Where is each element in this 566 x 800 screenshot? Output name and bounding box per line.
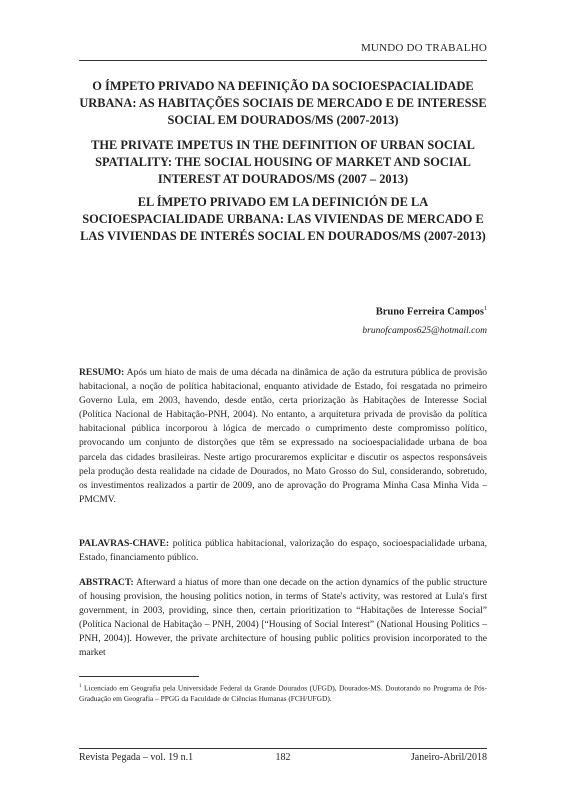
footer-divider	[79, 748, 487, 749]
footnote-divider	[79, 676, 199, 677]
author-block	[362, 306, 487, 336]
header-divider	[79, 60, 487, 61]
footnote-text: Licenciado em Geografia pela Universidade Federal da Grande Dourados (UFGD), Dourados-MS. Doutorando no Programa de Pós-Graduação em Geografia – PPGG da Faculdade de Ciências Humanas (FCH/UFGD).	[79, 683, 487, 703]
resumo-text: Após um hiato de mais de uma década na dinâmica de ação da estrutura pública de provisão habitacional, a noção de política habitacional, enquanto atividade de Estado, foi resgatada no primeiro Governo Lula, em 2003, havendo, desde então, certa priorização às Habitações de Interesse Social (Política Nacional de Habitação-PNH, 2004). No entanto, a arquitetura privada de provisão da política habitacional pública incorporou à lógica de mercado o cumprimento deste compromisso político, provocando um conjunto de distorções que têm se expressado na socioespacialidade urbana de boa parcela das cidades brasileiras. Neste artigo procuraremos explicitar e discutir os aspectos responsáveis pela produção desta realidade na cidade de Dourados, no Mato Grosso do Sul, considerando, sobretudo, os investimentos realizados a partir de 2009, ano de aprovação do Programa Minha Casa Minha Vida – PMCMV.	[79, 367, 487, 505]
abstract-label: ABSTRACT:	[79, 577, 134, 588]
resumo-label: RESUMO:	[79, 367, 125, 378]
footer-journal: Revista Pegada – vol. 19 n.1	[79, 752, 194, 763]
title-spanish: EL ÍMPETO PRIVADO EM LA DEFINICIÓN DE LA SOCIOESPACIALIDADE URBANA: LAS VIVIENDAS DE MERCADO E LAS VIVIENDAS DE INTERÉS SOCIAL EN DOURADOS/MS (2007-2013)	[80, 195, 486, 243]
author-email: brunofcampos625@hotmail.com	[362, 325, 487, 336]
abstract-text: Afterward a hiatus of more than one decade on the action dynamics of the public structure of housing provision, the housing politics notion, in terms of State's activity, was restored at Lula's first government, in 2003, providing, since then, certain prioritization to “Habitações de Interesse Social” (Política Nacional de Habitação – PNH, 2004) [“Housing of Social Interest” (National Housing Politics – PNH, 2004)]. However, the private architecture of housing public politics provision incorporated to the market	[79, 577, 487, 659]
keywords-text: política pública habitacional, valorização do espaço, socioespacialidade urbana, Estado, financiamento público.	[79, 538, 487, 564]
title-english: THE PRIVATE IMPETUS IN THE DEFINITION OF URBAN SOCIAL SPATIALITY: THE SOCIAL HOUSING OF MARKET AND SOCIAL INTEREST AT DOURADOS/MS (2007 – 2013)	[91, 138, 475, 186]
section-header: MUNDO DO TRABALHO	[360, 42, 487, 54]
resumo-paragraph	[79, 366, 487, 507]
footer-page-number: 182	[275, 752, 291, 763]
author-footnote-mark: 1	[484, 306, 487, 312]
title-portuguese: O ÍMPETO PRIVADO NA DEFINIÇÃO DA SOCIOESPACIALIDADE URBANA: AS HABITAÇÕES SOCIAIS DE MERCADO E DE INTERESSE SOCIAL EM DOURADOS/MS (2007-2013)	[79, 79, 487, 127]
footnote-mark: 1	[79, 684, 82, 689]
footnote	[79, 682, 487, 704]
footer-date: Janeiro-Abril/2018	[410, 752, 487, 763]
keywords-label: PALAVRAS-CHAVE:	[79, 538, 170, 549]
title-block	[79, 78, 487, 245]
keywords-paragraph	[79, 537, 487, 565]
abstract-paragraph	[79, 576, 487, 661]
author-name: Bruno Ferreira Campos	[375, 306, 484, 318]
